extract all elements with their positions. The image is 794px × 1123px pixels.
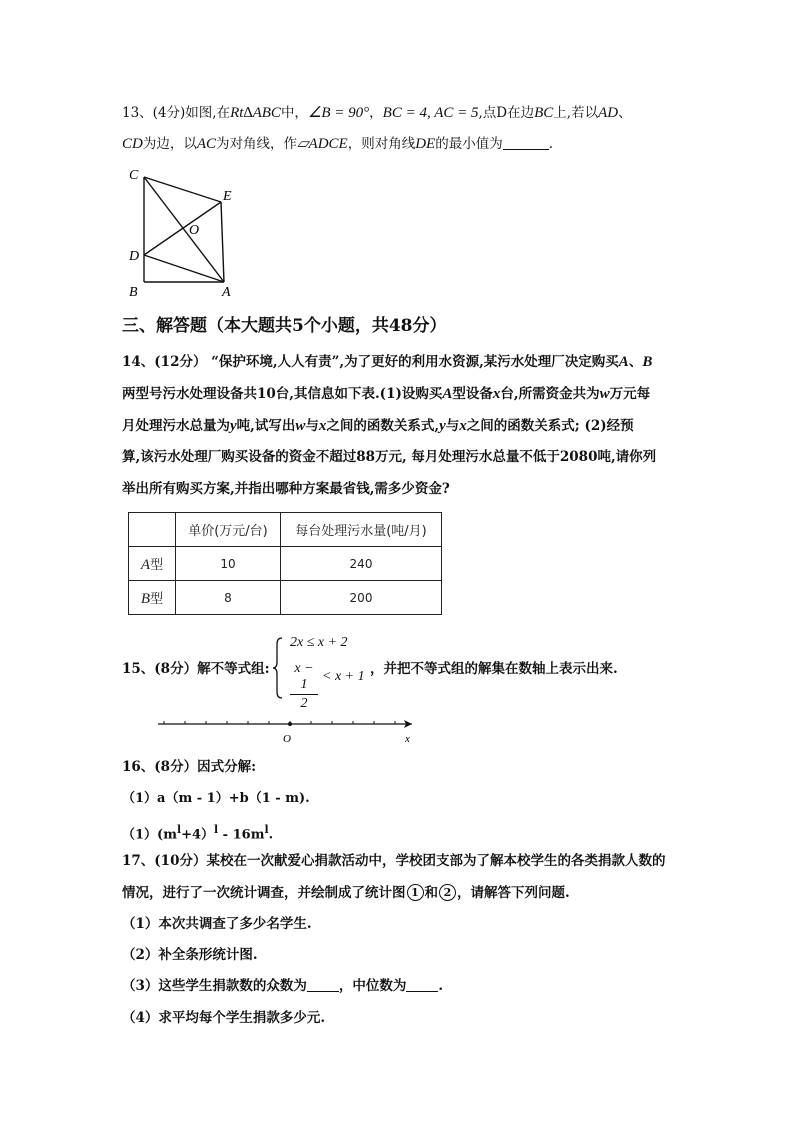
q17-part-1: （1）本次共调查了多少名学生.: [122, 916, 312, 932]
q13-ad: AD: [598, 105, 619, 121]
segment-da: [144, 255, 224, 282]
table-cell-capacity: 240: [281, 547, 442, 581]
q17-mode-blank[interactable]: [307, 977, 339, 992]
section-title: 三、解答题（本大题共5个小题，共48分）: [122, 316, 447, 336]
axis-x-label: x: [405, 733, 410, 745]
q13-line-1: [122, 103, 632, 123]
fraction-numerator: x − 1: [294, 661, 314, 692]
q13-bc: BC: [534, 105, 554, 121]
q14-line-1: [122, 352, 652, 372]
table-row: [129, 581, 442, 615]
segment-ce: [144, 177, 221, 202]
q14-var: w: [599, 386, 610, 402]
circled-number-2: 2: [439, 884, 456, 901]
q13-ac: AC: [196, 136, 217, 152]
label-a: A: [222, 285, 231, 300]
label-e: E: [223, 189, 232, 204]
q16-text: - 16m: [218, 827, 265, 843]
q13-cd: CD: [122, 136, 143, 152]
q14-line-2: [122, 384, 650, 404]
q14-var: x: [459, 418, 467, 434]
q14-text: 14、(12分） “保护环境,人人有责”,为了更好的利用水资源,某污水处理厂决定购买: [122, 354, 619, 370]
q14-text: 万元每: [609, 386, 651, 402]
q13-text: 中，: [280, 105, 308, 121]
segment-ea: [221, 202, 224, 282]
q14-var: x: [492, 386, 501, 402]
q14-line-4: 算,该污水处理厂购买设备的资金不超过88万元, 每月处理污水总量不低于2080吨,请你列: [122, 449, 657, 465]
q15-prefix: 15、(8分）解不等式组:: [122, 661, 270, 677]
q14-text: 与: [445, 418, 460, 434]
label-b: B: [129, 285, 138, 300]
table-cell-price: 8: [176, 581, 281, 615]
q17-text: .: [438, 978, 444, 994]
q13-triangle: Rt∆ABC: [230, 105, 281, 121]
q16-exponent: l: [176, 823, 182, 836]
q13-geometry-figure: [120, 160, 250, 300]
q17-part-3: [122, 976, 443, 996]
q17-text: （3）这些学生捐款数的众数为: [122, 978, 307, 994]
q14-var: B: [642, 354, 653, 370]
table-row-label: [129, 547, 176, 581]
q16-text: +4）: [181, 827, 215, 843]
q13-text: .: [548, 136, 554, 152]
q16-exponent: l: [264, 823, 269, 836]
table-row-label: [129, 581, 176, 615]
q16-text: .: [268, 827, 274, 843]
table-cell-capacity: 200: [281, 581, 442, 615]
q14-var: A: [442, 386, 453, 402]
segment-ca: [144, 177, 224, 282]
q14-var: x: [318, 418, 327, 434]
table-row: [129, 547, 442, 581]
q13-text: 上,若以: [553, 105, 599, 121]
segment-de: [144, 202, 221, 255]
table-header-row: [129, 513, 442, 547]
q13-de: DE: [415, 136, 436, 152]
q14-text: 吨,试写出: [236, 418, 296, 434]
q14-text: 、: [628, 354, 643, 370]
q13-answer-blank[interactable]: [503, 135, 549, 150]
q13-text: 的最小值为: [435, 136, 503, 152]
table-header-cell: 每台处理污水量(吨/月): [281, 513, 442, 547]
q14-var: A: [618, 354, 629, 370]
inequality-2-rest: < x + 1: [322, 669, 365, 684]
fraction-denominator: 2: [300, 696, 308, 711]
q14-line-5: 举出所有购买方案,并指出哪种方案最省钱,需多少资金?: [122, 481, 450, 497]
q13-angle: ∠B = 90°: [307, 105, 370, 121]
q14-text: 型设备: [452, 386, 493, 402]
row-text: 型: [150, 591, 164, 607]
q17-part-2: （2）补全条形统计图.: [122, 947, 258, 963]
q13-text: 13、(4分)如图,在: [122, 105, 231, 121]
q16-title: 16、(8分）因式分解:: [122, 759, 257, 775]
label-d: D: [129, 249, 140, 264]
q17-line-2: [122, 883, 570, 903]
circled-number-1: 1: [407, 884, 424, 901]
label-c: C: [129, 168, 139, 183]
equipment-table: [128, 512, 442, 615]
q17-text: 情况，进行了一次统计调查，并绘制成了统计图: [122, 885, 406, 901]
fraction-bar: [290, 694, 318, 695]
table-header-cell: [129, 513, 176, 547]
q17-median-blank[interactable]: [406, 977, 438, 992]
row-letter: B: [140, 590, 151, 607]
fraction: [290, 661, 318, 712]
q13-line-2: [122, 134, 553, 154]
q14-text: 之间的函数关系式; (2)经预: [466, 418, 634, 434]
q14-var: y: [439, 418, 446, 434]
inequality-1: 2x ≤ x + 2: [290, 635, 348, 650]
q17-part-4: （4）求平均每个学生捐款多少元.: [122, 1010, 326, 1026]
table-cell-price: 10: [176, 547, 281, 581]
q13-given: BC = 4, AC = 5: [382, 105, 479, 121]
label-o: O: [189, 223, 200, 238]
q15-suffix: ，并把不等式组的解集在数轴上表示出来.: [370, 661, 618, 677]
q16-exponent: l: [214, 823, 219, 836]
row-letter: A: [140, 556, 151, 573]
q14-var: y: [230, 418, 237, 434]
q17-text: ，请解答下列问题.: [457, 885, 570, 901]
q14-line-3: [122, 416, 634, 436]
q14-text: 台,所需资金共为: [500, 386, 600, 402]
q13-text: ，: [369, 105, 383, 121]
row-text: 型: [150, 557, 164, 573]
origin-dot: [288, 722, 292, 726]
q17-text: ，中位数为: [338, 978, 407, 994]
q13-text: 、: [618, 105, 632, 121]
q14-text: 与: [305, 418, 319, 434]
origin-label: O: [283, 733, 291, 745]
inequality-system: [280, 635, 370, 711]
q13-parallelogram: ▱ADCE: [297, 136, 348, 152]
q14-text: 月处理污水总量为: [122, 418, 230, 434]
q14-text: 之间的函数关系式,: [326, 418, 440, 434]
table-header-cell: 单价(万元/台): [176, 513, 281, 547]
q16-text: （1）(m: [122, 827, 177, 843]
number-line[interactable]: [150, 712, 430, 746]
q16-part-2: [122, 820, 273, 845]
q14-text: 两型号污水处理设备共10台,其信息如下表.(1)设购买: [122, 386, 443, 402]
q13-text: ，则对角线: [347, 136, 416, 152]
q16-part-1: （1）a（m - 1）+b（1 - m).: [122, 791, 310, 806]
q13-text: 为边，以: [142, 136, 197, 152]
q14-var: w: [295, 418, 306, 434]
q17-line-1: 17、(10分）某校在一次献爱心捐款活动中，学校团支部为了解本校学生的各类捐款人数的: [122, 853, 666, 869]
q17-text: 和: [424, 885, 438, 901]
q13-text: 为对角线，作: [216, 136, 298, 152]
q13-text: ,点D在边: [478, 105, 535, 121]
